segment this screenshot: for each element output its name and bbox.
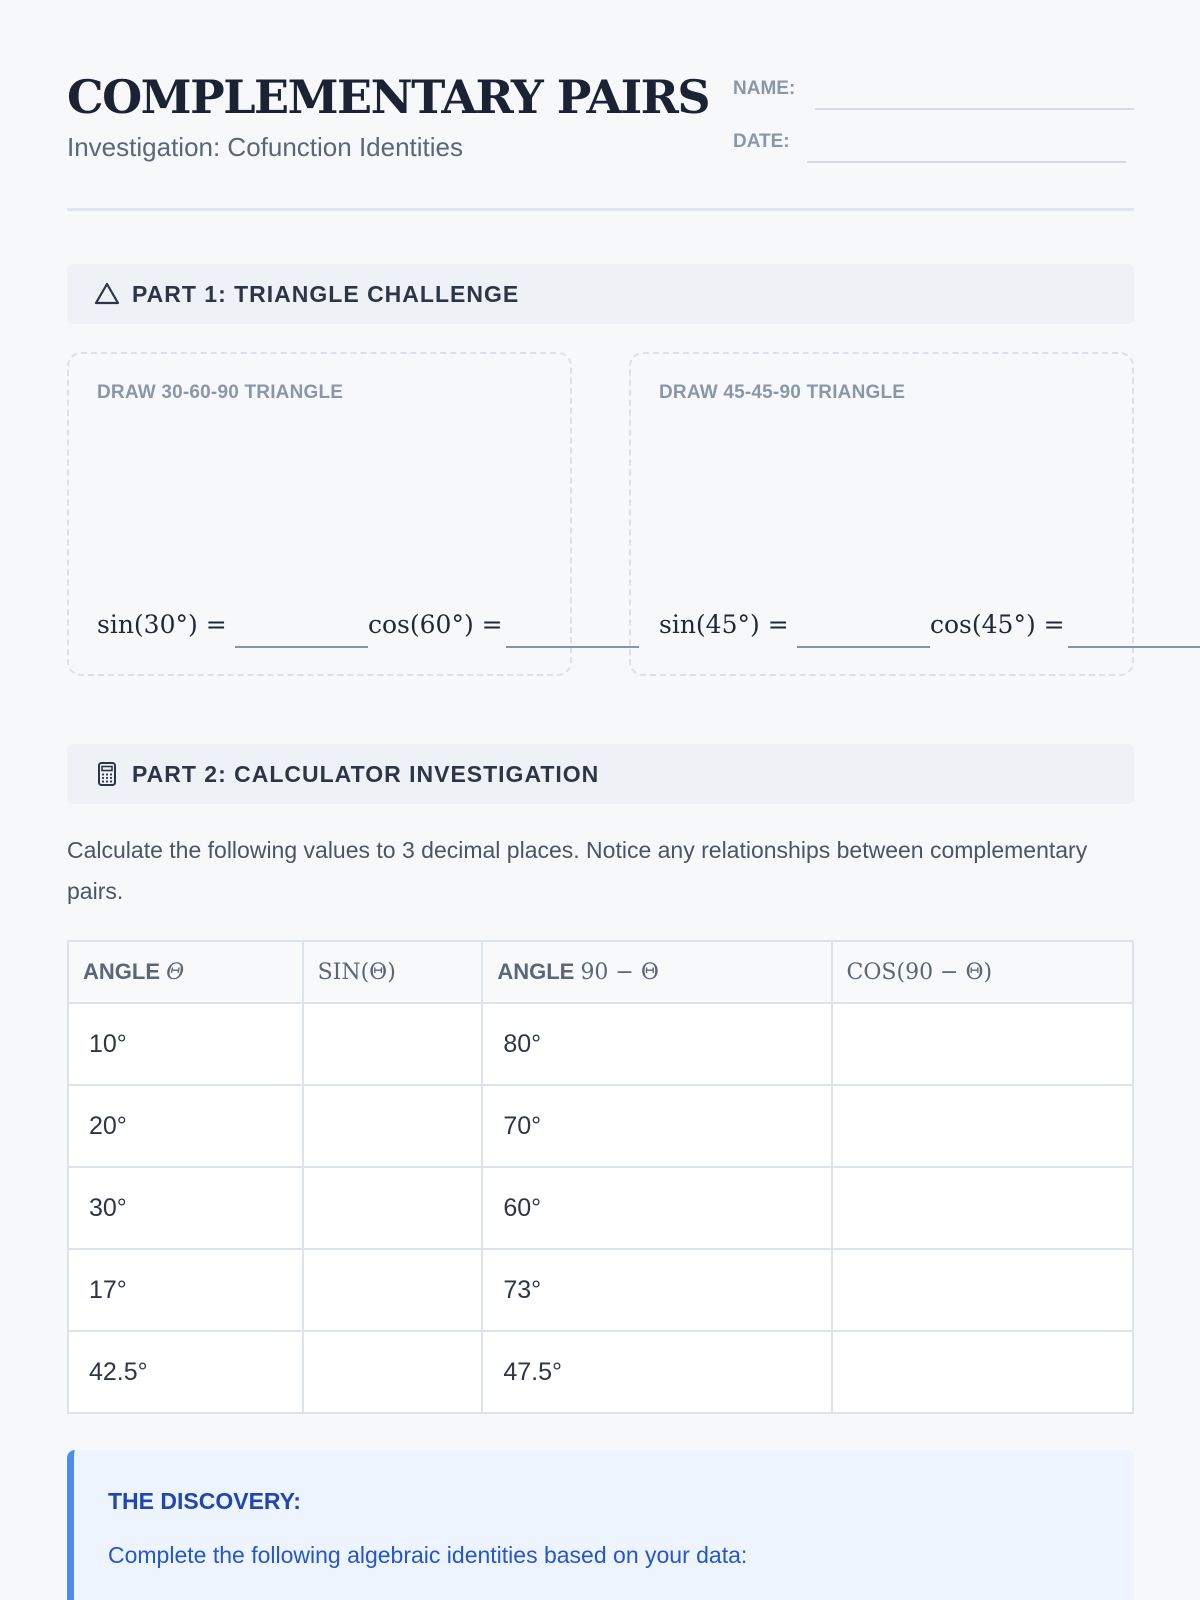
sin-answer-cell[interactable] — [303, 1085, 483, 1167]
sin-answer-cell[interactable] — [303, 1249, 483, 1331]
discovery-title: THE DISCOVERY: — [108, 1488, 301, 1514]
date-field[interactable] — [807, 161, 1126, 163]
drawing-box-label: DRAW 30-60-90 TRIANGLE — [97, 382, 344, 403]
page-title: COMPLEMENTARY PAIRS — [67, 70, 710, 124]
table-header-row — [68, 941, 1133, 1003]
calculator-icon — [94, 761, 120, 787]
sin-answer-cell[interactable] — [303, 1167, 483, 1249]
sin-answer-cell[interactable] — [303, 1331, 483, 1413]
cos-answer-cell[interactable] — [832, 1167, 1133, 1249]
table-row — [68, 1085, 1133, 1167]
equation-sin30: sin(30°) = — [97, 610, 227, 639]
cos-answer-cell[interactable] — [832, 1003, 1133, 1085]
part1-title: PART 1: TRIANGLE CHALLENGE — [132, 280, 520, 307]
equation-sin45: sin(45°) = — [659, 610, 789, 639]
header-sin: SIN(Θ) — [303, 941, 483, 1003]
header-divider — [67, 208, 1134, 211]
complement-cell: 70° — [482, 1085, 831, 1167]
table-row — [68, 1167, 1133, 1249]
date-label: DATE: — [733, 131, 790, 152]
angle-cell: 30° — [68, 1167, 303, 1249]
answer-line-cos45[interactable] — [1068, 646, 1200, 648]
angle-cell: 17° — [68, 1249, 303, 1331]
angle-cell: 42.5° — [68, 1331, 303, 1413]
equation-cos45: cos(45°) = — [930, 610, 1065, 639]
cos-answer-cell[interactable] — [832, 1331, 1133, 1413]
angle-cell: 10° — [68, 1003, 303, 1085]
drawing-box-label: DRAW 45-45-90 TRIANGLE — [659, 382, 906, 403]
instructions-text: Calculate the following values to 3 decimal places. Notice any relationships between complementary pairs. — [67, 837, 1088, 904]
sin-answer-cell[interactable] — [303, 1003, 483, 1085]
worksheet-header — [67, 70, 1134, 210]
drawing-box-45-45-90[interactable] — [629, 352, 1134, 676]
complement-cell: 73° — [482, 1249, 831, 1331]
part1-banner — [67, 264, 1134, 324]
cos-answer-cell[interactable] — [832, 1085, 1133, 1167]
header-cos: COS(90 − Θ) — [832, 941, 1133, 1003]
answer-line-sin30[interactable] — [235, 646, 368, 648]
cos-answer-cell[interactable] — [832, 1249, 1133, 1331]
complement-cell: 60° — [482, 1167, 831, 1249]
answer-line-cos60[interactable] — [506, 646, 639, 648]
values-table — [67, 940, 1134, 1414]
equation-cos60: cos(60°) = — [368, 610, 503, 639]
triangle-icon — [94, 281, 120, 307]
complement-cell: 47.5° — [482, 1331, 831, 1413]
part2-banner — [67, 744, 1134, 804]
discovery-callout — [67, 1450, 1134, 1600]
header-angle: ANGLE Θ — [68, 941, 303, 1003]
answer-line-sin45[interactable] — [797, 646, 930, 648]
header-complement-angle: ANGLE 90 − Θ — [482, 941, 831, 1003]
table-row — [68, 1331, 1133, 1413]
discovery-text: Complete the following algebraic identities based on your data: — [108, 1542, 748, 1568]
table-row — [68, 1249, 1133, 1331]
drawing-box-30-60-90[interactable] — [67, 352, 572, 676]
name-field[interactable] — [815, 108, 1134, 110]
complement-cell: 80° — [482, 1003, 831, 1085]
part2-title: PART 2: CALCULATOR INVESTIGATION — [132, 760, 600, 787]
theta-symbol: Θ — [166, 960, 185, 985]
page-subtitle: Investigation: Cofunction Identities — [67, 132, 464, 162]
angle-cell: 20° — [68, 1085, 303, 1167]
table-row — [68, 1003, 1133, 1085]
name-label: NAME: — [733, 78, 796, 99]
